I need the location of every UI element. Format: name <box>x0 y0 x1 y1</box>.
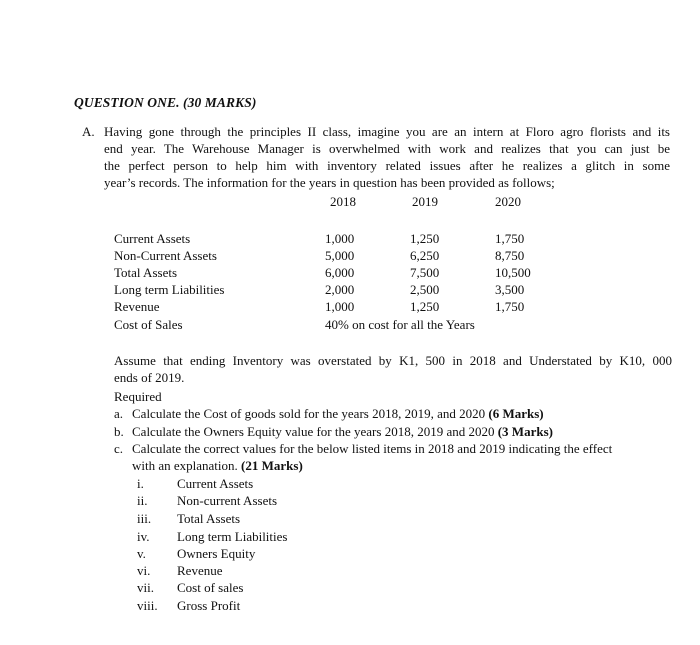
intro-line: end year. The Warehouse Manager is overwhelmed with work and realizes that you can just be <box>104 141 670 156</box>
cell-2018: 1,000 <box>325 299 355 314</box>
task-marks: (3 Marks) <box>497 424 553 439</box>
task-letter: a. <box>114 406 124 421</box>
item-number: iv. <box>137 529 150 544</box>
task-letter: c. <box>114 441 124 456</box>
task-a <box>114 405 544 422</box>
assumption-line: Assume that ending Inventory was overstated by K1, 500 in 2018 and Understated by K10, 000 <box>114 353 672 368</box>
row-label: Non-Current Assets <box>114 248 217 263</box>
list-item <box>137 510 240 527</box>
task-b <box>114 423 553 440</box>
item-label: Cost of sales <box>177 580 244 595</box>
task-text: with an explanation. <box>132 458 242 473</box>
cell-2020: 1,750 <box>495 231 525 246</box>
section-letter: A. <box>82 124 95 139</box>
assumption-line: ends of 2019. <box>114 370 185 385</box>
task-c <box>114 440 670 457</box>
cell-2018: 2,000 <box>325 282 355 297</box>
item-number: ii. <box>137 493 148 508</box>
task-text: Calculate the Owners Equity value for the years 2018, 2019 and 2020 <box>132 424 498 439</box>
year-header-2019: 2019 <box>412 194 438 209</box>
cell-2019: 1,250 <box>410 299 440 314</box>
task-marks: (21 Marks) <box>241 458 303 473</box>
item-label: Non-current Assets <box>177 493 278 508</box>
table-row-cost-of-sales <box>0 316 700 333</box>
list-item <box>137 579 243 596</box>
assumption-paragraph <box>114 352 672 386</box>
row-label: Revenue <box>114 299 160 314</box>
cost-of-sales-note: 40% on cost for all the Years <box>325 317 475 332</box>
intro-line: the perfect person to help him with inventory related issues after he realizes a glitch in some <box>104 158 670 173</box>
task-c-continued <box>132 457 303 474</box>
row-label: Long term Liabilities <box>114 282 225 297</box>
list-item <box>137 528 287 545</box>
list-item <box>137 545 255 562</box>
item-label: Owners Equity <box>177 546 256 561</box>
intro-line: year’s records. The information for the years in question has been provided as follows; <box>104 175 555 190</box>
row-label: Cost of Sales <box>114 317 183 332</box>
task-marks: (6 Marks) <box>488 406 544 421</box>
list-item <box>137 597 240 614</box>
intro-paragraph <box>104 123 670 191</box>
cell-2019: 1,250 <box>410 231 440 246</box>
cell-2019: 6,250 <box>410 248 440 263</box>
task-letter: b. <box>114 424 124 439</box>
row-label: Total Assets <box>114 265 178 280</box>
table-row <box>0 247 700 264</box>
item-label: Long term Liabilities <box>177 529 288 544</box>
list-item <box>137 562 222 579</box>
table-row <box>0 298 700 315</box>
item-number: v. <box>137 546 146 561</box>
cell-2020: 8,750 <box>495 248 525 263</box>
cell-2018: 5,000 <box>325 248 355 263</box>
cell-2019: 2,500 <box>410 282 440 297</box>
task-text: Calculate the correct values for the below listed items in 2018 and 2019 indicating the effect <box>132 441 613 456</box>
item-label: Total Assets <box>177 511 241 526</box>
item-number: vi. <box>137 563 151 578</box>
item-label: Current Assets <box>177 476 254 491</box>
item-number: vii. <box>137 580 154 595</box>
required-label: Required <box>114 389 162 404</box>
item-number: i. <box>137 476 144 491</box>
cell-2020: 1,750 <box>495 299 525 314</box>
row-label: Current Assets <box>114 231 191 246</box>
year-header-2020: 2020 <box>495 194 521 209</box>
item-number: viii. <box>137 598 158 613</box>
list-item <box>137 492 277 509</box>
cell-2020: 3,500 <box>495 282 525 297</box>
cell-2020: 10,500 <box>495 265 531 280</box>
list-item <box>137 475 253 492</box>
table-row <box>0 281 700 298</box>
item-number: iii. <box>137 511 152 526</box>
year-header-2018: 2018 <box>330 194 356 209</box>
cell-2018: 6,000 <box>325 265 355 280</box>
cell-2018: 1,000 <box>325 231 355 246</box>
table-row <box>0 230 700 247</box>
item-label: Revenue <box>177 563 223 578</box>
table-row <box>0 264 700 281</box>
cell-2019: 7,500 <box>410 265 440 280</box>
intro-line: Having gone through the principles II class, imagine you are an intern at Floro agro florists and its <box>104 124 670 139</box>
task-text: Calculate the Cost of goods sold for the years 2018, 2019, and 2020 <box>132 406 489 421</box>
question-title: QUESTION ONE. (30 MARKS) <box>74 95 257 110</box>
item-label: Gross Profit <box>177 598 241 613</box>
